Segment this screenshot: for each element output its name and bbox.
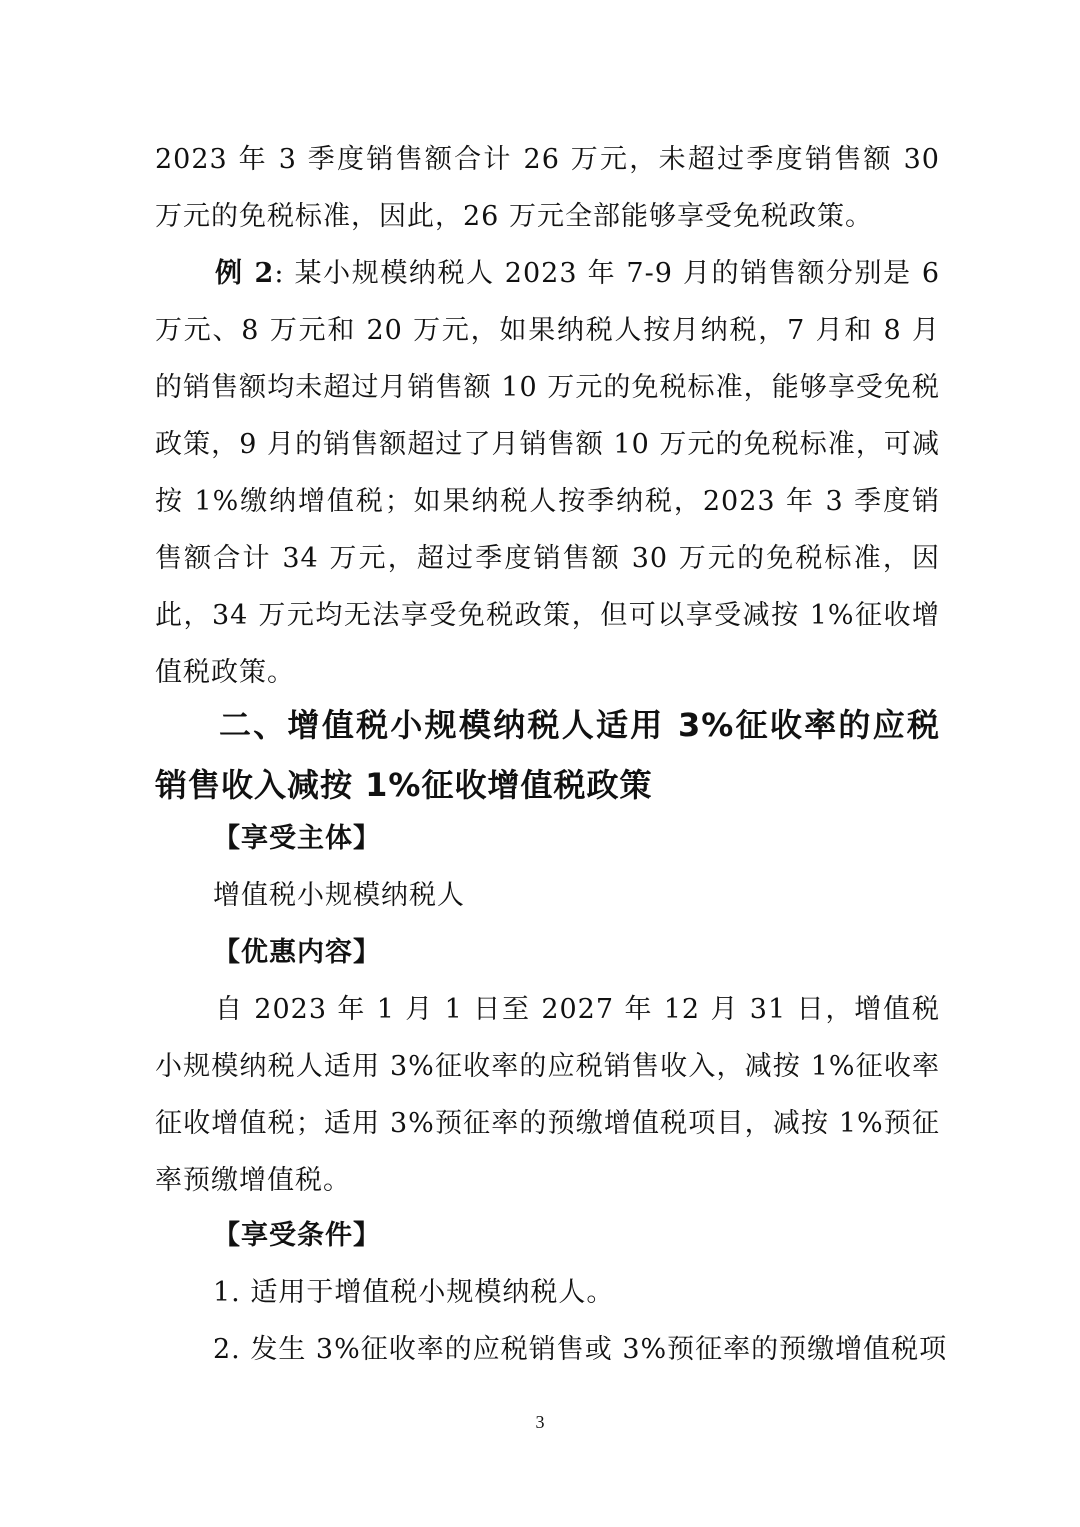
- example-2-text: [155, 245, 940, 701]
- paragraph-quarter-sales: [155, 131, 940, 245]
- benefit-text: 自 2023 年 1 月 1 日至 2027 年 12 月 31 日，增值税小规模纳税人适用 3%征收率的应税销售收入，减按 1%征收率征收增值税；适用 3%预征率的预缴增值税项目，减按 1%预征率预缴增值税。: [155, 994, 940, 1196]
- condition-label: 【享受条件】: [213, 1220, 381, 1251]
- subject-label: 【享受主体】: [213, 823, 381, 854]
- example-2-label: 例 2: [215, 258, 275, 289]
- benefit-content: [155, 981, 940, 1209]
- example-2-body: 某小规模纳税人 2023 年 7-9 月的销售额分别是 6 万元、8 万元和 20 万元，如果纳税人按月纳税，7 月和 8 月的销售额均未超过月销售额 10 万元的免税标准，能够享受免税政策，9 月的销售额超过了月销售额 10 万元的免税标准，可减按 1%缴纳增值税；如果纳税人按季纳税，2023 年 3 季度销售额合计 34 万元，超过季度销售额 30 万元的免税标准，因此，34 万元均无法享受免税政策，但可以享受减按 1%征收增值税政策。: [155, 258, 940, 688]
- condition-item-2: 2. 发生 3%征收率的应税销售或 3%预征率的预缴增值税项: [213, 1334, 948, 1365]
- benefit-label: 【优惠内容】: [213, 937, 381, 968]
- paragraph-example-2: [155, 245, 940, 701]
- subject-text: 增值税小规模纳税人: [213, 880, 465, 911]
- section-heading: [155, 695, 940, 815]
- condition-item-1: 1. 适用于增值税小规模纳税人。: [213, 1277, 615, 1308]
- section-heading-text: 二、增值税小规模纳税人适用 3%征收率的应税销售收入减按 1%征收增值税政策: [155, 706, 940, 804]
- example-2-colon: :: [274, 258, 295, 289]
- paragraph-text: 2023 年 3 季度销售额合计 26 万元，未超过季度销售额 30 万元的免税标准，因此，26 万元全部能够享受免税政策。: [155, 144, 940, 232]
- page-number: 3: [535, 1412, 545, 1432]
